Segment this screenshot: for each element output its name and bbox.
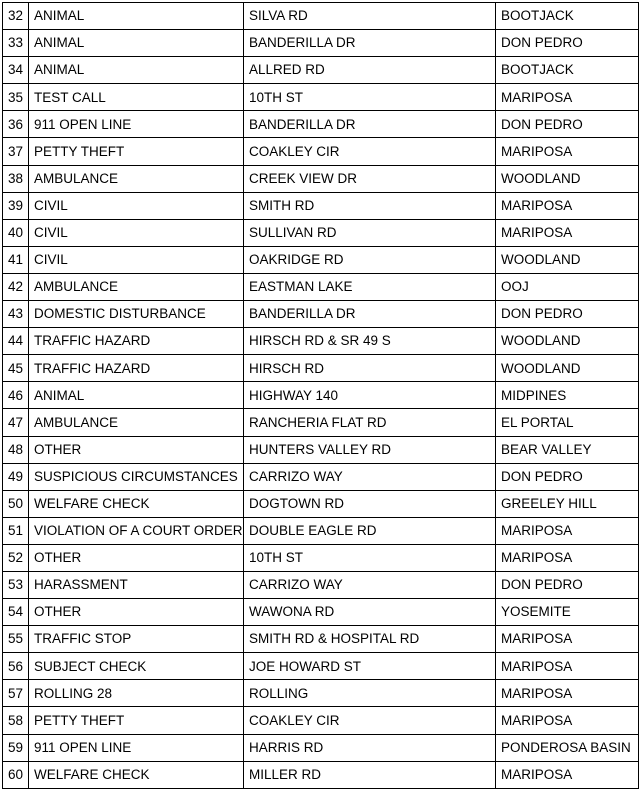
call-location: HARRIS RD [244,734,496,761]
call-type: DOMESTIC DISTURBANCE [29,301,244,328]
table-row [3,571,639,598]
row-number: 58 [3,707,29,734]
call-type: CIVIL [29,246,244,273]
table-row [3,490,639,517]
table-row [3,382,639,409]
call-location: CREEK VIEW DR [244,165,496,192]
call-location: SMITH RD & HOSPITAL RD [244,626,496,653]
row-number: 49 [3,463,29,490]
call-location: 10TH ST [244,544,496,571]
call-type: PETTY THEFT [29,707,244,734]
row-number: 47 [3,409,29,436]
call-type: ROLLING 28 [29,680,244,707]
call-area: MARIPOSA [496,680,639,707]
call-area: MARIPOSA [496,626,639,653]
call-type: OTHER [29,599,244,626]
row-number: 59 [3,734,29,761]
call-location: MILLER RD [244,761,496,788]
table-row [3,84,639,111]
call-location: ROLLING [244,680,496,707]
call-type: ANIMAL [29,57,244,84]
call-area: WOODLAND [496,355,639,382]
row-number: 56 [3,653,29,680]
call-location: HIGHWAY 140 [244,382,496,409]
row-number: 54 [3,599,29,626]
call-location: BANDERILLA DR [244,301,496,328]
call-area: MARIPOSA [496,707,639,734]
row-number: 44 [3,328,29,355]
table-row [3,436,639,463]
call-log-body [3,3,639,789]
call-area: DON PEDRO [496,463,639,490]
call-area: DON PEDRO [496,30,639,57]
row-number: 50 [3,490,29,517]
call-area: MARIPOSA [496,219,639,246]
row-number: 36 [3,111,29,138]
call-location: OAKRIDGE RD [244,246,496,273]
call-location: SMITH RD [244,192,496,219]
row-number: 42 [3,273,29,300]
table-row [3,517,639,544]
call-type: VIOLATION OF A COURT ORDER [29,517,244,544]
row-number: 43 [3,301,29,328]
call-area: BOOTJACK [496,3,639,30]
table-row [3,463,639,490]
row-number: 46 [3,382,29,409]
table-row [3,3,639,30]
row-number: 38 [3,165,29,192]
call-type: TRAFFIC HAZARD [29,355,244,382]
table-row [3,653,639,680]
table-row [3,165,639,192]
call-location: RANCHERIA FLAT RD [244,409,496,436]
call-area: YOSEMITE [496,599,639,626]
row-number: 37 [3,138,29,165]
call-type: SUSPICIOUS CIRCUMSTANCES [29,463,244,490]
call-type: HARASSMENT [29,571,244,598]
call-area: BOOTJACK [496,57,639,84]
table-row [3,57,639,84]
table-row [3,246,639,273]
call-location: HUNTERS VALLEY RD [244,436,496,463]
call-area: MARIPOSA [496,544,639,571]
call-location: HIRSCH RD [244,355,496,382]
call-type: AMBULANCE [29,165,244,192]
call-location: COAKLEY CIR [244,707,496,734]
table-row [3,544,639,571]
call-area: WOODLAND [496,246,639,273]
call-type: CIVIL [29,219,244,246]
row-number: 55 [3,626,29,653]
call-area: MARIPOSA [496,84,639,111]
table-row [3,301,639,328]
call-type: AMBULANCE [29,273,244,300]
call-type: TRAFFIC HAZARD [29,328,244,355]
call-area: WOODLAND [496,165,639,192]
table-row [3,626,639,653]
row-number: 48 [3,436,29,463]
table-row [3,328,639,355]
call-area: DON PEDRO [496,571,639,598]
row-number: 57 [3,680,29,707]
call-type: ANIMAL [29,30,244,57]
call-log-table [2,2,639,789]
call-type: 911 OPEN LINE [29,111,244,138]
call-location: DOGTOWN RD [244,490,496,517]
call-location: BANDERILLA DR [244,30,496,57]
call-location: 10TH ST [244,84,496,111]
call-area: MARIPOSA [496,192,639,219]
call-location: BANDERILLA DR [244,111,496,138]
call-area: PONDEROSA BASIN [496,734,639,761]
call-area: DON PEDRO [496,111,639,138]
call-type: CIVIL [29,192,244,219]
call-location: SILVA RD [244,3,496,30]
call-type: WELFARE CHECK [29,761,244,788]
row-number: 45 [3,355,29,382]
call-location: DOUBLE EAGLE RD [244,517,496,544]
table-row [3,409,639,436]
call-location: SULLIVAN RD [244,219,496,246]
call-location: WAWONA RD [244,599,496,626]
call-type: PETTY THEFT [29,138,244,165]
row-number: 52 [3,544,29,571]
call-type: WELFARE CHECK [29,490,244,517]
row-number: 34 [3,57,29,84]
call-type: OTHER [29,436,244,463]
table-row [3,273,639,300]
call-area: MARIPOSA [496,761,639,788]
call-type: TEST CALL [29,84,244,111]
call-location: JOE HOWARD ST [244,653,496,680]
row-number: 35 [3,84,29,111]
call-area: DON PEDRO [496,301,639,328]
call-location: COAKLEY CIR [244,138,496,165]
table-row [3,355,639,382]
table-row [3,599,639,626]
call-area: BEAR VALLEY [496,436,639,463]
call-area: MARIPOSA [496,138,639,165]
call-location: ALLRED RD [244,57,496,84]
table-row [3,680,639,707]
call-location: CARRIZO WAY [244,463,496,490]
call-type: 911 OPEN LINE [29,734,244,761]
call-area: GREELEY HILL [496,490,639,517]
table-row [3,219,639,246]
call-area: OOJ [496,273,639,300]
call-area: WOODLAND [496,328,639,355]
call-location: EASTMAN LAKE [244,273,496,300]
call-location: HIRSCH RD & SR 49 S [244,328,496,355]
call-area: EL PORTAL [496,409,639,436]
call-type: OTHER [29,544,244,571]
row-number: 32 [3,3,29,30]
table-row [3,761,639,788]
call-type: TRAFFIC STOP [29,626,244,653]
call-type: AMBULANCE [29,409,244,436]
row-number: 53 [3,571,29,598]
table-row [3,734,639,761]
call-area: MARIPOSA [496,517,639,544]
row-number: 41 [3,246,29,273]
table-row [3,111,639,138]
call-type: SUBJECT CHECK [29,653,244,680]
call-location: CARRIZO WAY [244,571,496,598]
table-row [3,192,639,219]
table-row [3,30,639,57]
row-number: 33 [3,30,29,57]
call-area: MIDPINES [496,382,639,409]
call-area: MARIPOSA [496,653,639,680]
table-row [3,138,639,165]
row-number: 60 [3,761,29,788]
row-number: 51 [3,517,29,544]
row-number: 39 [3,192,29,219]
call-type: ANIMAL [29,382,244,409]
call-type: ANIMAL [29,3,244,30]
table-row [3,707,639,734]
row-number: 40 [3,219,29,246]
